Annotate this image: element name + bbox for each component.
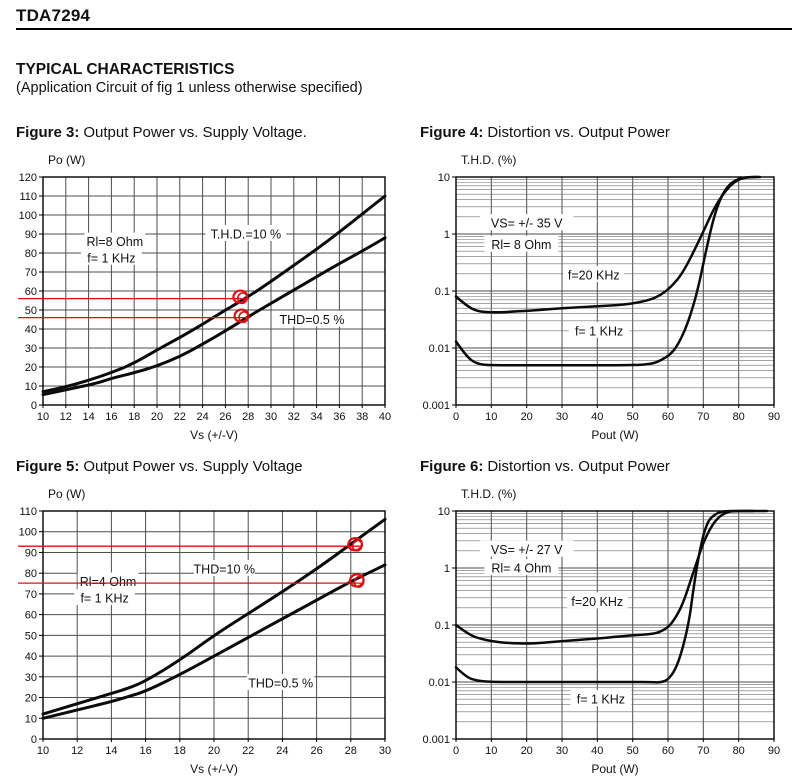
chart-figure-5 [16, 484, 408, 780]
red-annotations [18, 537, 365, 588]
svg-text:70: 70 [24, 267, 37, 279]
svg-text:22: 22 [242, 745, 255, 757]
figure-block-figure-5 [16, 458, 408, 780]
svg-text:0: 0 [30, 734, 37, 746]
svg-text:40: 40 [24, 651, 37, 664]
svg-text:60: 60 [24, 286, 37, 298]
svg-text:28: 28 [242, 411, 255, 423]
annotations [81, 225, 346, 327]
svg-text:90: 90 [767, 745, 781, 757]
svg-text:0.001: 0.001 [422, 400, 450, 412]
svg-text:30: 30 [24, 671, 37, 684]
svg-text:30: 30 [555, 745, 569, 757]
svg-text:Vs (+/-V): Vs (+/-V) [190, 428, 238, 442]
svg-text:30: 30 [264, 411, 278, 423]
svg-text:VS= +/- 35 V: VS= +/- 35 V [490, 216, 563, 231]
svg-text:80: 80 [732, 411, 745, 423]
svg-text:18: 18 [128, 411, 141, 423]
figure-name: Output Power vs. Supply Voltage [83, 458, 303, 475]
svg-text:10: 10 [437, 172, 450, 184]
svg-text:110: 110 [19, 506, 37, 518]
svg-text:38: 38 [356, 411, 369, 423]
svg-text:34: 34 [310, 411, 323, 423]
svg-text:60: 60 [661, 411, 675, 423]
svg-text:0.001: 0.001 [422, 734, 450, 746]
section-header [16, 61, 790, 96]
svg-text:f= 1 KHz: f= 1 KHz [576, 692, 626, 707]
figure-caption [420, 458, 800, 478]
tick-labels [422, 506, 780, 757]
svg-text:f=20 KHz: f=20 KHz [567, 268, 620, 283]
svg-text:12: 12 [59, 411, 72, 423]
svg-text:Rl=4 Ohm: Rl=4 Ohm [79, 575, 137, 589]
svg-text:80: 80 [24, 568, 37, 581]
figure-caption [16, 458, 408, 478]
svg-text:40: 40 [24, 324, 37, 336]
figure-block-figure-4 [420, 124, 800, 446]
svg-text:1: 1 [443, 229, 450, 241]
svg-text:24: 24 [196, 411, 209, 423]
svg-text:0: 0 [30, 400, 37, 412]
svg-text:80: 80 [732, 745, 745, 757]
svg-text:f= 1 KHz: f= 1 KHz [574, 324, 624, 339]
figure-name: Distortion vs. Output Power [487, 124, 670, 141]
svg-text:90: 90 [767, 411, 781, 423]
svg-text:36: 36 [333, 411, 346, 423]
svg-text:100: 100 [18, 210, 37, 222]
svg-text:Rl=8 Ohm: Rl=8 Ohm [86, 235, 144, 250]
svg-text:20: 20 [24, 362, 37, 374]
svg-text:60: 60 [24, 609, 37, 622]
svg-text:30: 30 [378, 745, 392, 757]
svg-text:10: 10 [24, 713, 37, 726]
axis-titles [461, 487, 639, 776]
svg-text:Vs (+/-V): Vs (+/-V) [190, 762, 238, 776]
svg-text:Po (W): Po (W) [48, 487, 86, 501]
svg-text:10: 10 [36, 411, 50, 423]
tick-labels [19, 506, 391, 757]
svg-text:20: 20 [24, 692, 37, 705]
svg-text:14: 14 [82, 411, 95, 423]
svg-text:60: 60 [661, 745, 675, 757]
svg-text:50: 50 [626, 411, 639, 423]
figure-name: Output Power vs. Supply Voltage. [83, 124, 307, 141]
figure-caption [16, 124, 408, 144]
figure-number: Figure 6: [420, 458, 484, 475]
svg-text:Po (W): Po (W) [48, 153, 86, 167]
curve-f-20-khz [456, 511, 767, 644]
svg-text:28: 28 [344, 745, 357, 757]
svg-text:T.H.D.=10 %: T.H.D.=10 % [210, 227, 282, 242]
figure-name: Distortion vs. Output Power [487, 458, 670, 475]
svg-text:0.01: 0.01 [428, 343, 450, 355]
svg-text:12: 12 [71, 745, 84, 757]
chart-figure-6 [420, 484, 800, 780]
svg-text:0.1: 0.1 [434, 286, 450, 298]
svg-text:90: 90 [24, 547, 37, 560]
svg-text:T.H.D. (%): T.H.D. (%) [461, 487, 517, 501]
svg-text:40: 40 [378, 411, 392, 423]
svg-text:10: 10 [485, 745, 498, 757]
svg-text:Rl= 4 Ohm: Rl= 4 Ohm [491, 561, 552, 576]
red-circle-mark [232, 290, 248, 305]
figure-block-figure-3 [16, 124, 408, 446]
svg-text:VS= +/- 27 V: VS= +/- 27 V [490, 543, 563, 558]
figure-number: Figure 3: [16, 124, 80, 141]
svg-text:10: 10 [36, 745, 50, 757]
svg-text:50: 50 [626, 745, 639, 757]
svg-text:f=20 KHz: f=20 KHz [571, 594, 624, 609]
axis-titles [461, 153, 639, 442]
section-heading: TYPICAL CHARACTERISTICS [16, 61, 235, 78]
chart-figure-4 [420, 150, 800, 446]
svg-text:70: 70 [697, 411, 710, 423]
svg-text:100: 100 [18, 526, 37, 539]
svg-text:10: 10 [485, 411, 498, 423]
svg-text:Pout (W): Pout (W) [591, 428, 639, 442]
svg-text:26: 26 [310, 745, 323, 757]
figure-block-figure-6 [420, 458, 800, 780]
svg-text:20: 20 [207, 745, 221, 757]
svg-text:40: 40 [591, 411, 604, 423]
svg-text:110: 110 [19, 191, 37, 203]
svg-text:120: 120 [18, 172, 37, 184]
svg-text:80: 80 [24, 248, 37, 260]
svg-text:T.H.D. (%): T.H.D. (%) [461, 153, 517, 167]
figure-caption [420, 124, 800, 144]
grid [43, 177, 385, 405]
svg-text:30: 30 [555, 411, 569, 423]
svg-text:14: 14 [105, 745, 118, 757]
chart-figure-3 [16, 150, 408, 446]
svg-text:70: 70 [697, 745, 710, 757]
part-number: TDA7294 [16, 6, 91, 25]
svg-text:0.1: 0.1 [434, 620, 450, 632]
annotations [74, 560, 314, 691]
svg-text:Pout (W): Pout (W) [591, 762, 639, 776]
svg-text:22: 22 [173, 411, 186, 423]
svg-text:Rl= 8 Ohm: Rl= 8 Ohm [491, 238, 552, 253]
svg-text:THD=0.5 %: THD=0.5 % [248, 676, 314, 691]
svg-text:0: 0 [452, 745, 460, 757]
svg-text:f= 1 KHz: f= 1 KHz [87, 251, 136, 266]
figures-grid [16, 124, 790, 780]
annotations [480, 214, 630, 338]
svg-text:f= 1 KHz: f= 1 KHz [80, 591, 129, 606]
svg-text:50: 50 [24, 630, 37, 643]
header-rule [16, 28, 792, 30]
svg-text:THD=10 %: THD=10 % [193, 562, 256, 577]
grid [456, 177, 774, 405]
svg-text:18: 18 [173, 745, 186, 757]
svg-text:24: 24 [276, 745, 289, 757]
svg-text:16: 16 [105, 411, 118, 423]
svg-text:32: 32 [287, 411, 300, 423]
svg-text:30: 30 [24, 343, 37, 355]
svg-text:0.01: 0.01 [428, 677, 450, 689]
svg-text:16: 16 [139, 745, 152, 757]
svg-text:0: 0 [452, 411, 460, 423]
axis-titles [48, 487, 238, 776]
tick-labels [422, 172, 780, 423]
svg-text:THD=0.5 %: THD=0.5 % [279, 313, 345, 327]
svg-text:70: 70 [24, 588, 37, 601]
section-note: (Application Circuit of fig 1 unless otherwise specified) [16, 80, 363, 96]
svg-text:1: 1 [443, 563, 450, 575]
svg-text:20: 20 [150, 411, 164, 423]
figure-number: Figure 4: [420, 124, 484, 141]
svg-text:26: 26 [219, 411, 232, 423]
svg-text:40: 40 [591, 745, 604, 757]
figure-number: Figure 5: [16, 458, 80, 475]
svg-text:10: 10 [24, 381, 37, 393]
svg-text:50: 50 [24, 305, 37, 317]
red-circle-mark [234, 309, 250, 324]
svg-text:20: 20 [520, 411, 533, 423]
svg-text:20: 20 [520, 745, 533, 757]
svg-text:90: 90 [24, 229, 37, 241]
svg-text:10: 10 [437, 506, 450, 518]
